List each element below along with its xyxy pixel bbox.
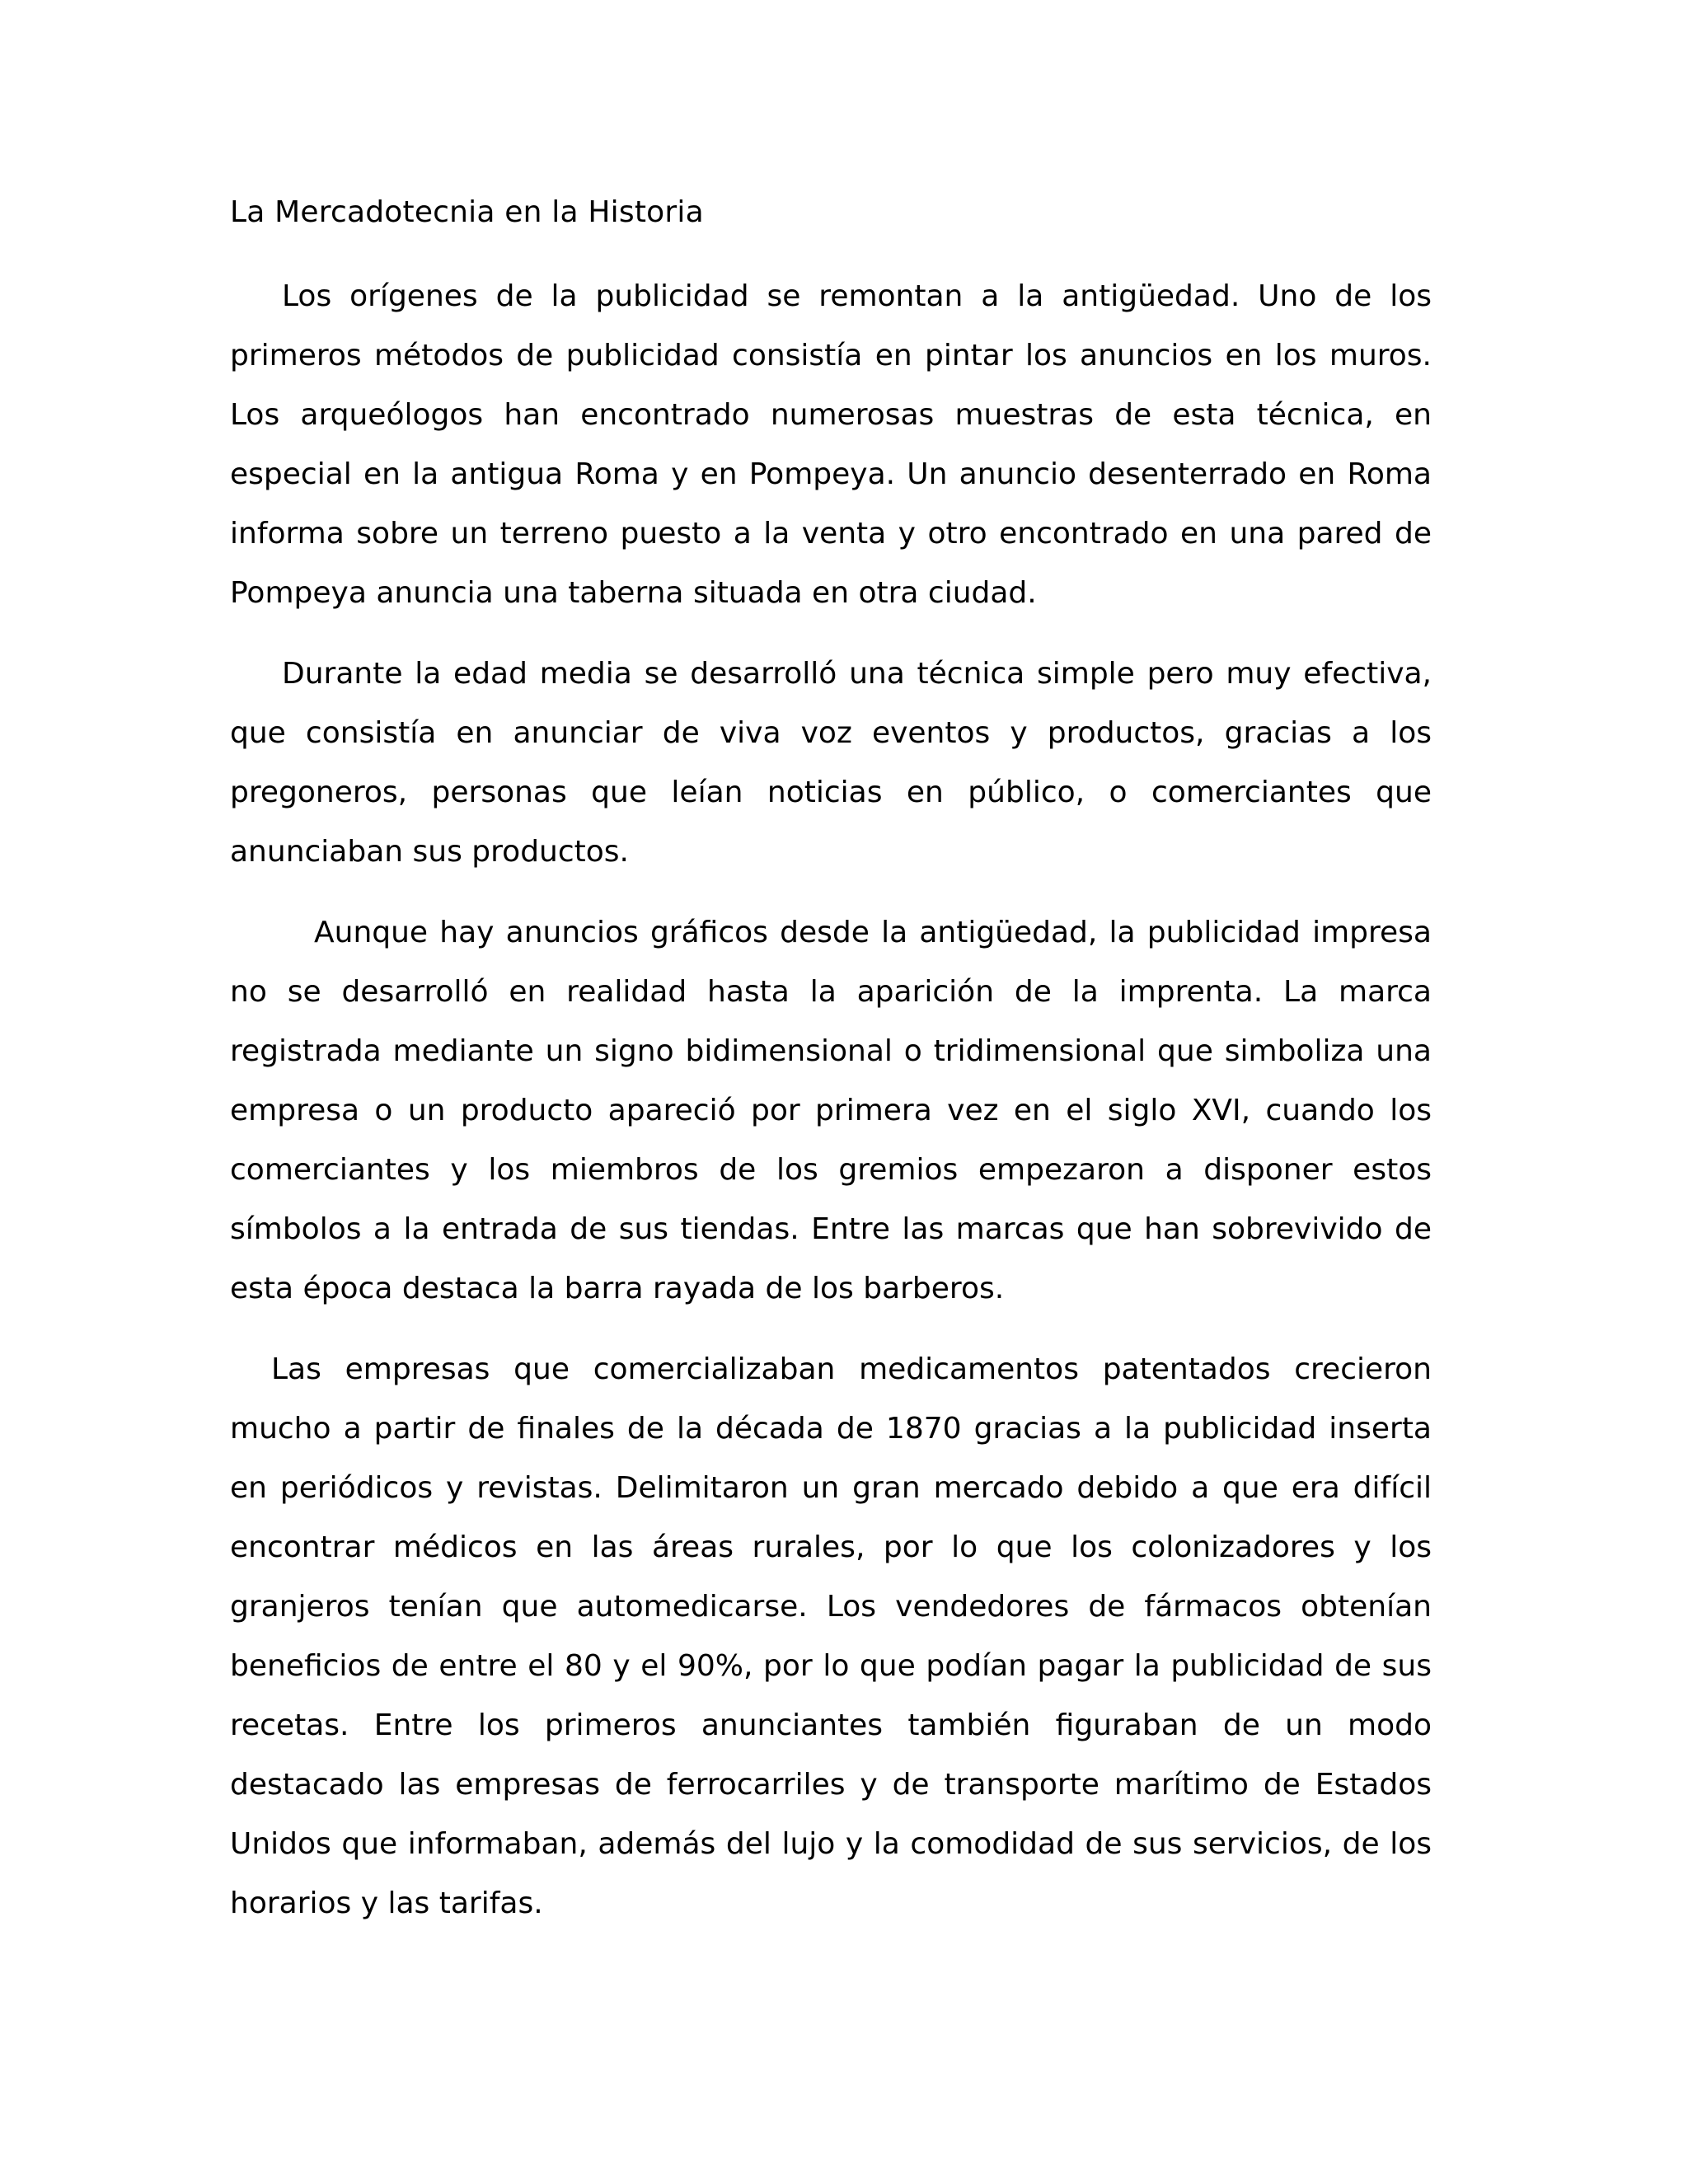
paragraph-patent-medicines: Las empresas que comercializaban medicamentos patentados crecieron mucho a partir de finales de la década de 1870 gracias a la publicidad inserta en periódicos y revistas. Delimitaron un gran mercado debido a que era difícil encontrar médicos en las áreas rurales, por lo que los colonizadores y los granjeros tenían que automedicarse. Los vendedores de fármacos obtenían beneficios de entre el 80 y el 90%, por lo que podían pagar la publicidad de sus recetas. Entre los primeros anunciantes también figuraban de un modo destacado las empresas de ferrocarriles y de transporte marítimo de Estados Unidos que informaban, además del lujo y la comodidad de sus servicios, de los horarios y las tarifas. (230, 1352, 1432, 1920)
paragraph-origins: Los orígenes de la publicidad se remontan a la antigüedad. Uno de los primeros métodos de publicidad consistía en pintar los anuncios en los muros. Los arqueólogos han encontrado numerosas muestras de esta técnica, en especial en la antigua Roma y en Pompeya. Un anuncio desenterrado en Roma informa sobre un terreno puesto a la venta y otro encontrado en una pared de Pompeya anuncia una taberna situada en otra ciudad. (230, 279, 1432, 610)
paragraph-printing: Aunque hay anuncios gráficos desde la antigüedad, la publicidad impresa no se desarrolló en realidad hasta la aparición de la imprenta. La marca registrada mediante un signo bidimensional o tridimensional que simboliza una empresa o un producto apareció por primera vez en el siglo XVI, cuando los comerciantes y los miembros de los gremios empezaron a disponer estos símbolos a la entrada de sus tiendas. Entre las marcas que han sobrevivido de esta época destaca la barra rayada de los barberos. (230, 916, 1432, 1305)
paragraph-middle-ages: Durante la edad media se desarrolló una técnica simple pero muy efectiva, que consistía en anunciar de viva voz eventos y productos, gracias a los pregoneros, personas que leían noticias en público, o comerciantes que anunciaban sus productos. (230, 657, 1432, 869)
document-title: La Mercadotecnia en la Historia (230, 195, 704, 229)
document-page (230, 190, 1432, 1955)
